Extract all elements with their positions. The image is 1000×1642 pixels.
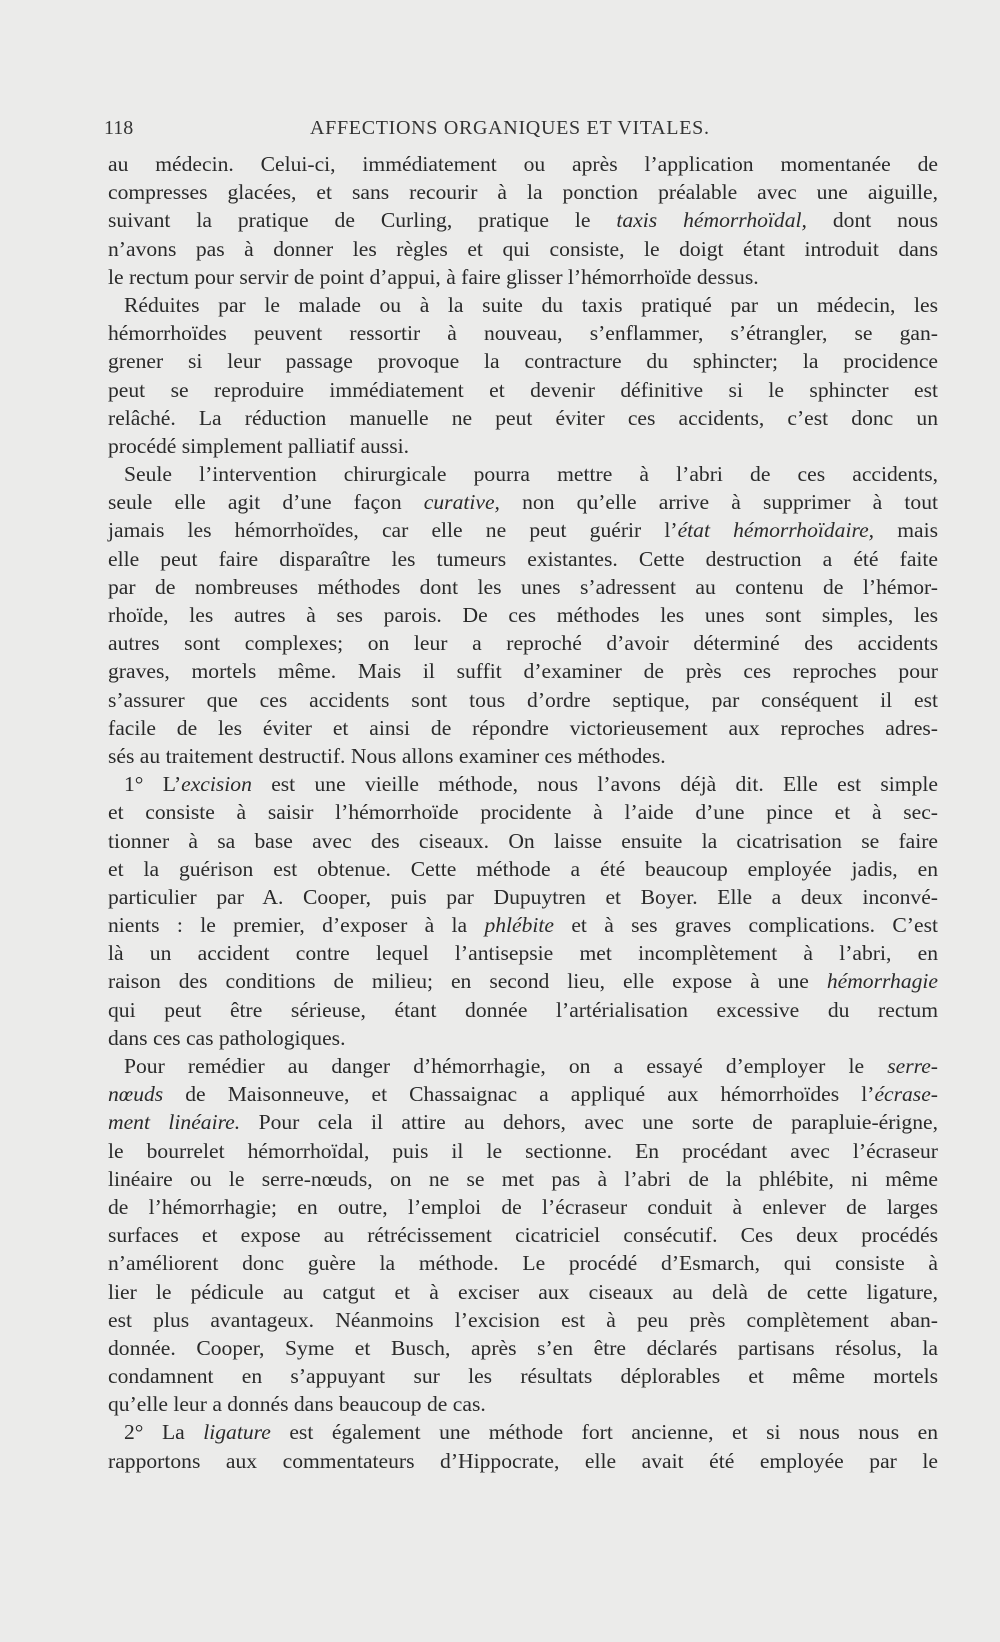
text-segment: seule elle agit d’une façon	[108, 490, 424, 515]
text-line	[108, 1052, 938, 1080]
text-line	[108, 206, 938, 234]
text-line: de l’hémorrhagie; en outre, l’emploi de l’écraseur conduit à enlever de larges	[108, 1194, 938, 1219]
italic-term: écrase-	[874, 1082, 938, 1107]
text-line: Réduites par le malade ou à la suite du taxis pratiqué par un médecin, les	[124, 292, 938, 317]
text-line: peut se reproduire immédiatement et devenir définitive si le sphincter est	[108, 377, 938, 402]
text-segment: Pour cela il attire au dehors, avec une sorte de parapluie-érigne,	[240, 1110, 938, 1135]
text-line: et consiste à saisir l’hémorrhoïde procidente à l’aide d’une pince et à sec-	[108, 800, 938, 825]
text-line: qui peut être sérieuse, étant donnée l’artérialisation excessive du rectum	[108, 997, 938, 1022]
text-line: autres sont complexes; on leur a reproché d’avoir déterminé des accidents	[108, 631, 938, 656]
text-line	[108, 1418, 938, 1446]
text-line	[108, 1080, 938, 1108]
running-header	[104, 117, 938, 147]
italic-term: nœuds	[108, 1082, 164, 1107]
text-segment: de Maisonneuve, et Chassaignac a appliqué aux hémorrhoïdes l’	[163, 1082, 875, 1107]
text-line	[108, 516, 938, 544]
text-segment: et à ses graves complications. C’est	[554, 913, 938, 938]
text-segment: raison des conditions de milieu; en second lieu, elle expose à une	[108, 969, 827, 994]
text-line: procédé simplement palliatif aussi.	[108, 433, 410, 458]
italic-term: phlébite	[484, 913, 554, 938]
text-segment: non qu’elle arrive à supprimer à tout	[499, 490, 939, 515]
text-segment: dont nous	[806, 208, 938, 233]
text-line: dans ces cas pathologiques.	[108, 1025, 346, 1050]
text-line: rhoïde, les autres à ses parois. De ces méthodes les unes sont simples, les	[108, 603, 938, 627]
running-head-title: AFFECTIONS ORGANIQUES ET VITALES.	[310, 117, 710, 139]
italic-term: curative,	[423, 490, 500, 515]
text-line: s’assurer que ces accidents sont tous d’ordre septique, par conséquent il est	[108, 687, 938, 712]
text-line: n’avons pas à donner les règles et qui consiste, le doigt étant introduit dans	[108, 236, 938, 261]
text-line: donnée. Cooper, Syme et Busch, après s’en être déclarés partisans résolus, la	[108, 1335, 938, 1360]
text-line: le rectum pour servir de point d’appui, à faire glisser l’hémorrhoïde dessus.	[108, 264, 759, 289]
text-line	[108, 488, 938, 516]
text-line	[108, 911, 938, 939]
italic-term: état hémorrhoïdaire,	[677, 518, 875, 543]
text-line: au médecin. Celui-ci, immédiatement ou après l’application momentanée de	[108, 152, 938, 176]
italic-term: excision	[181, 772, 252, 797]
text-line: grener si leur passage provoque la contracture du sphincter; la procidence	[108, 349, 938, 374]
text-segment: nients : le premier, d’exposer à la	[108, 913, 485, 938]
text-line	[108, 1108, 938, 1136]
text-segment: 1° L’	[124, 772, 182, 797]
text-line	[108, 967, 938, 995]
text-line: et la guérison est obtenue. Cette méthode a été beaucoup employée jadis, en	[108, 856, 938, 881]
text-line: compresses glacées, et sans recourir à la ponction préalable avec une aiguille,	[108, 180, 938, 205]
text-line: graves, mortels même. Mais il suffit d’examiner de près ces reproches pour	[108, 659, 938, 684]
text-line: Seule l’intervention chirurgicale pourra mettre à l’abri de ces accidents,	[124, 462, 938, 487]
text-line: sés au traitement destructif. Nous allons examiner ces méthodes.	[108, 743, 666, 768]
text-segment: suivant la pratique de Curling, pratique le	[108, 208, 617, 233]
text-line: qu’elle leur a donnés dans beaucoup de cas.	[108, 1392, 486, 1417]
text-line: là un accident contre lequel l’antisepsie met incomplètement à l’abri, en	[108, 941, 938, 966]
italic-term: hémorrhagie	[826, 969, 938, 994]
text-segment: 2° La	[124, 1420, 204, 1445]
text-line: lier le pédicule au catgut et à exciser aux ciseaux au delà de cette ligature,	[108, 1279, 938, 1304]
text-line: rapportons aux commentateurs d’Hippocrate, elle avait été employée par le	[108, 1448, 938, 1473]
text-segment: est également une méthode fort ancienne, et si nous nous en	[270, 1420, 938, 1445]
text-line: hémorrhoïdes peuvent ressortir à nouveau, s’enflammer, s’étrangler, se gan-	[108, 321, 938, 346]
text-segment: est une vieille méthode, nous l’avons déjà dit. Elle est simple	[251, 772, 938, 797]
text-line: tionner à sa base avec des ciseaux. On laisse ensuite la cicatrisation se faire	[108, 828, 938, 853]
text-line	[108, 770, 938, 798]
text-line: condamnent en s’appuyant sur les résultats déplorables et même mortels	[108, 1364, 938, 1389]
text-line: le bourrelet hémorrhoïdal, puis il le sectionne. En procédant avec l’écraseur	[108, 1138, 938, 1163]
text-line: n’améliorent donc guère la méthode. Le procédé d’Esmarch, qui consiste à	[108, 1251, 938, 1276]
text-segment: mais	[874, 518, 938, 543]
italic-term: ligature	[203, 1420, 271, 1445]
text-segment: jamais les hémorrhoïdes, car elle ne peut guérir l’	[108, 518, 678, 543]
body-text	[108, 150, 938, 1475]
text-line: elle peut faire disparaître les tumeurs existantes. Cette destruction a été faite	[108, 546, 938, 571]
text-line: linéaire ou le serre-nœuds, on ne se met pas à l’abri de la phlébite, ni même	[108, 1166, 938, 1191]
italic-term: taxis hémorrhoïdal,	[616, 208, 807, 233]
text-line: est plus avantageux. Néanmoins l’excision est à peu près complètement aban-	[108, 1307, 938, 1332]
text-line: particulier par A. Cooper, puis par Dupuytren et Boyer. Elle a deux inconvé-	[108, 884, 938, 909]
text-segment: Pour remédier au danger d’hémorrhagie, on a essayé d’employer le	[124, 1054, 888, 1078]
italic-term: serre-	[887, 1054, 938, 1078]
italic-term: ment linéaire.	[108, 1110, 241, 1135]
text-line: relâché. La réduction manuelle ne peut éviter ces accidents, c’est donc un	[108, 405, 938, 430]
text-line: facile de les éviter et ainsi de répondre victorieusement aux reproches adres-	[108, 715, 938, 740]
text-line: par de nombreuses méthodes dont les unes s’adressent au contenu de l’hémor-	[108, 574, 938, 599]
text-line: surfaces et expose au rétrécissement cicatriciel consécutif. Ces deux procédés	[108, 1223, 938, 1248]
page-number: 118	[104, 117, 134, 139]
